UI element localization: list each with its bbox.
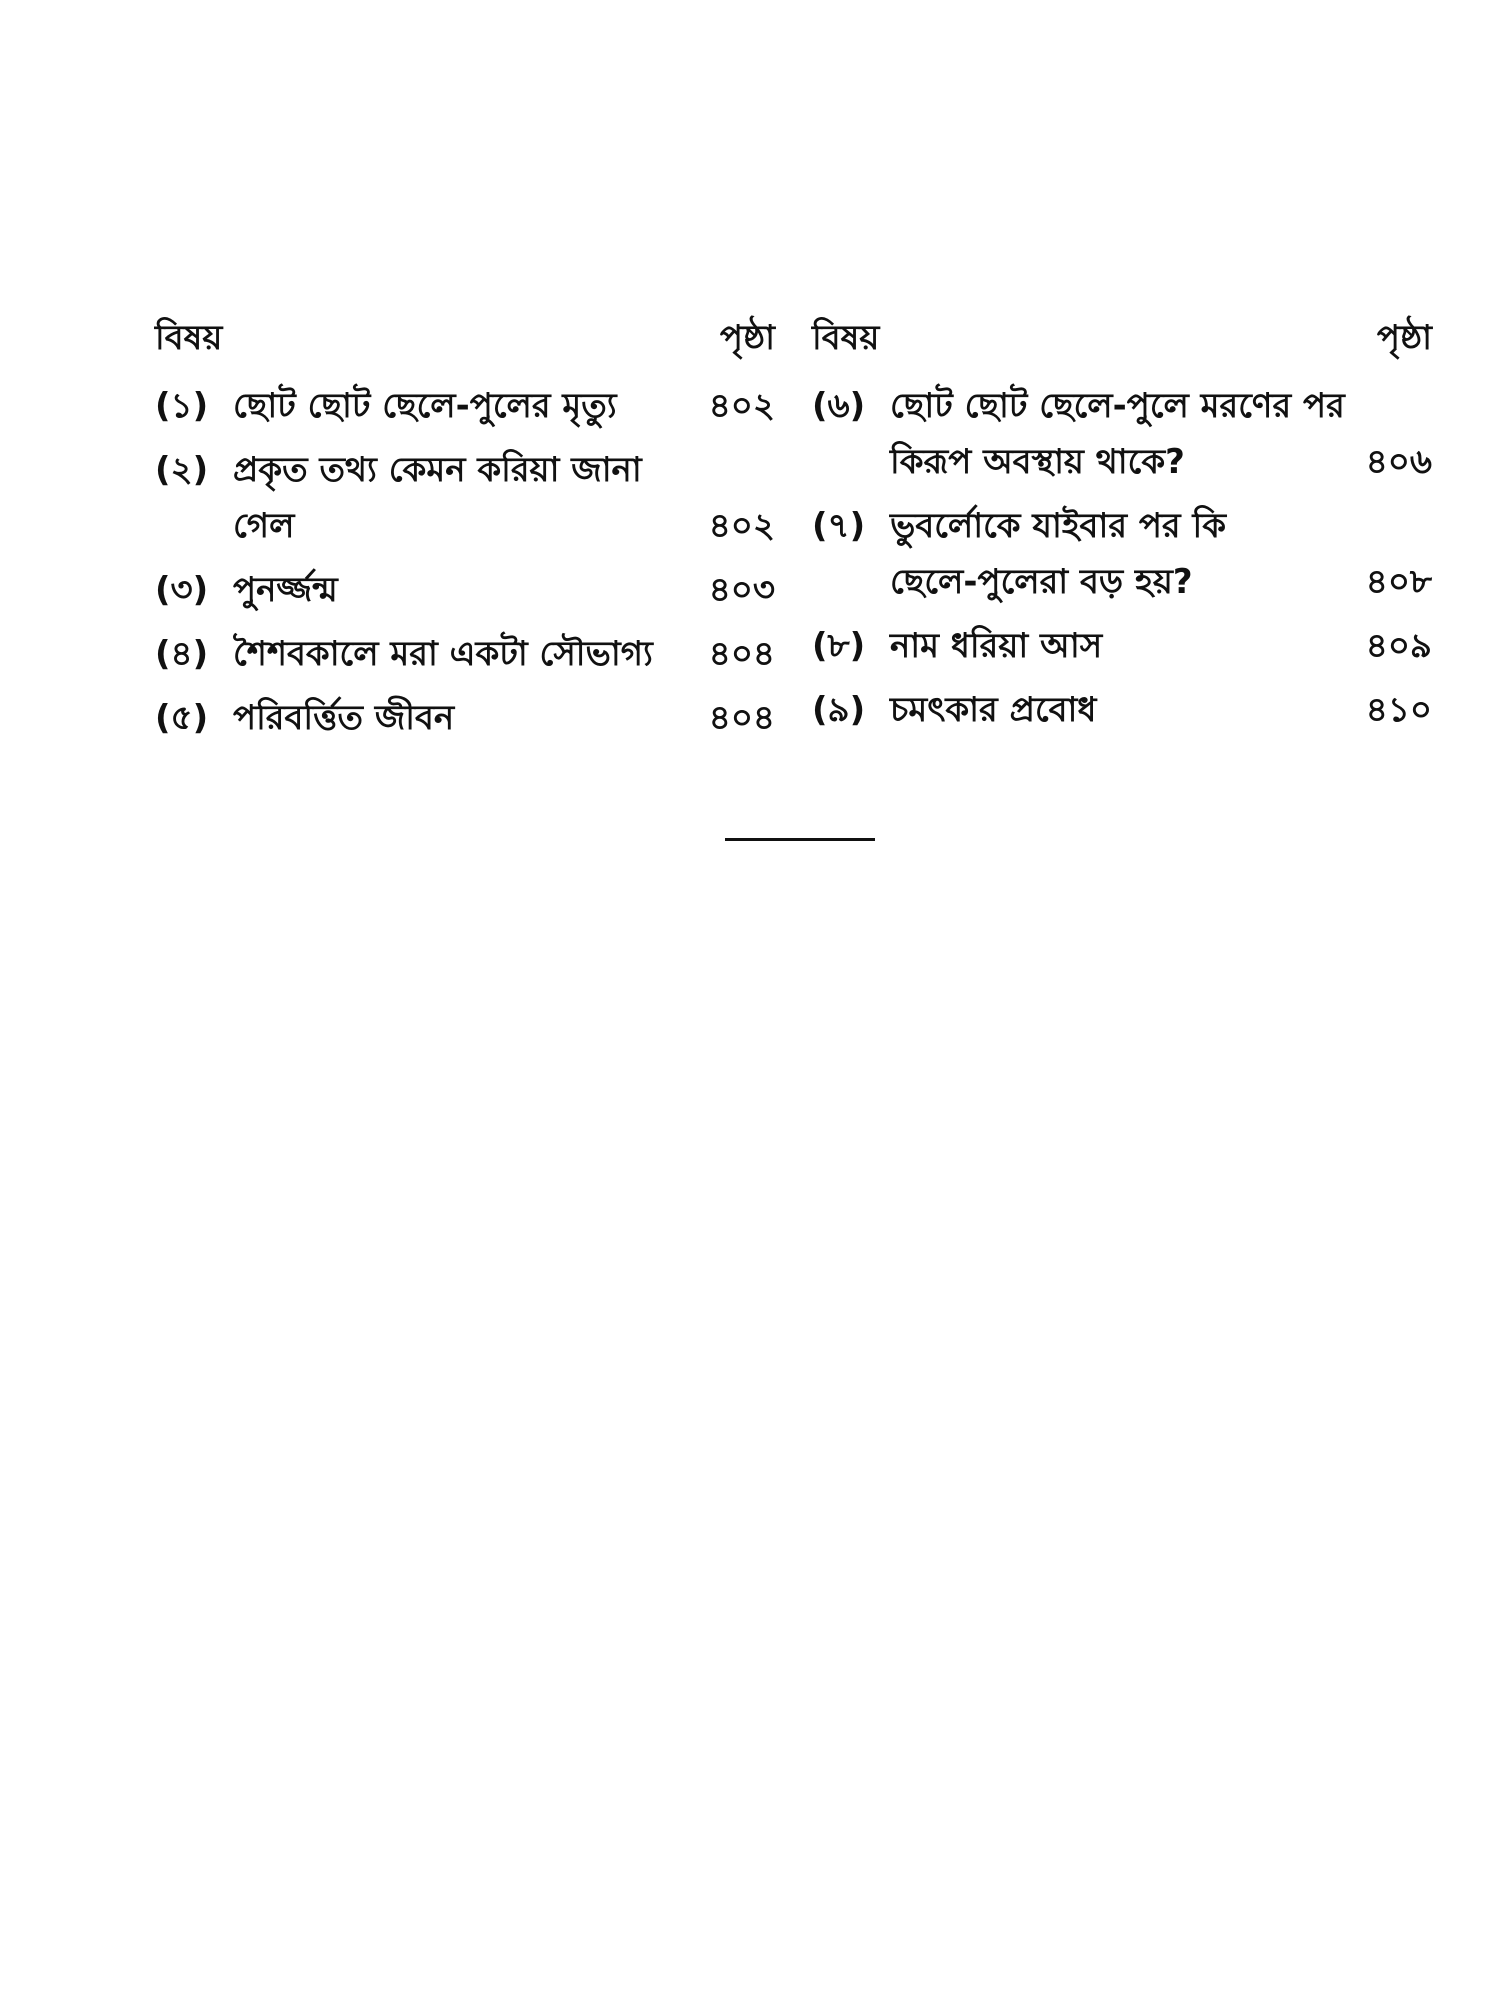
toc-entry-title-line: কিরূপ অবস্থায় থাকে?: [890, 442, 1185, 482]
toc-entry-4: [155, 626, 775, 682]
toc-entry-page-number: ৪০৪: [708, 634, 775, 674]
toc-entry-title: [890, 682, 1354, 738]
toc-entry-page-number: ৪০৩: [708, 570, 775, 610]
toc-entry-number: (৮): [812, 626, 866, 666]
toc-entry-6: [812, 378, 1432, 490]
toc-entry-title-line: পুনর্জ্জন্ম: [233, 570, 338, 610]
toc-entry-page-number: ৪১০: [1365, 690, 1432, 730]
toc-entry-page-number: ৪০৪: [708, 698, 775, 738]
toc-entry-title-line: নাম ধরিয়া আস: [890, 626, 1103, 666]
toc-left-subject-heading: বিষয়: [155, 318, 223, 358]
toc-entry-8: [812, 618, 1432, 674]
toc-entry-5: [155, 690, 775, 746]
toc-entry-title-line: ছোট ছোট ছেলে-পুলে মরণের পর: [890, 386, 1345, 426]
toc-entry-title-line: ছোট ছোট ছেলে-পুলের মৃত্যু: [233, 386, 617, 426]
toc-right-column: [812, 318, 1432, 746]
toc-entry-title: [233, 378, 697, 434]
toc-right-page-heading: পৃষ্ঠা: [1376, 318, 1432, 358]
toc-entry-number: (৯): [812, 690, 866, 730]
toc-entry-number: (৩): [155, 570, 209, 610]
toc-entry-2: [155, 442, 775, 554]
toc-entry-9: [812, 682, 1432, 738]
toc-entry-1: [155, 378, 775, 434]
toc-entry-title: [233, 690, 697, 746]
toc-entry-3: [155, 562, 775, 618]
toc-entry-page-number: ৪০২: [708, 506, 775, 546]
toc-entry-number: (২): [155, 450, 209, 490]
section-separator-rule: [725, 838, 875, 841]
toc-entry-page-number: ৪০২: [708, 386, 775, 426]
toc-entry-number: (৭): [812, 506, 866, 546]
toc-entry-title-line: পরিবর্ত্তিত জীবন: [233, 698, 455, 738]
toc-entry-number: (৫): [155, 698, 209, 738]
toc-entry-title-line: গেল: [233, 506, 295, 546]
toc-entry-number: (৪): [155, 634, 209, 674]
toc-right-header: [812, 318, 1432, 378]
toc-entry-title-line: প্রকৃত তথ্য কেমন করিয়া জানা: [233, 450, 642, 490]
toc-right-subject-heading: বিষয়: [812, 318, 880, 358]
toc-entry-title: [890, 378, 1354, 490]
toc-entry-number: (৬): [812, 386, 866, 426]
toc-entry-page-number: ৪০৮: [1365, 562, 1432, 602]
toc-left-column: [155, 318, 775, 754]
toc-entry-title-line: ছেলে-পুলেরা বড় হয়?: [890, 562, 1193, 602]
toc-left-page-heading: পৃষ্ঠা: [719, 318, 775, 358]
toc-entry-title: [233, 442, 697, 554]
toc-entry-title: [890, 618, 1354, 674]
toc-entry-page-number: ৪০৯: [1365, 626, 1432, 666]
toc-entry-title: [890, 498, 1354, 610]
toc-entry-title-line: শৈশবকালে মরা একটা সৌভাগ্য: [233, 634, 653, 674]
toc-left-header: [155, 318, 775, 378]
toc-entry-page-number: ৪০৬: [1365, 442, 1432, 482]
toc-entry-title: [233, 562, 697, 618]
toc-entry-number: (১): [155, 386, 209, 426]
toc-entry-title: [233, 626, 697, 682]
toc-entry-title-line: ভুবর্লোকে যাইবার পর কি: [890, 506, 1226, 546]
toc-entry-7: [812, 498, 1432, 610]
toc-entry-title-line: চমৎকার প্রবোধ: [890, 690, 1097, 730]
